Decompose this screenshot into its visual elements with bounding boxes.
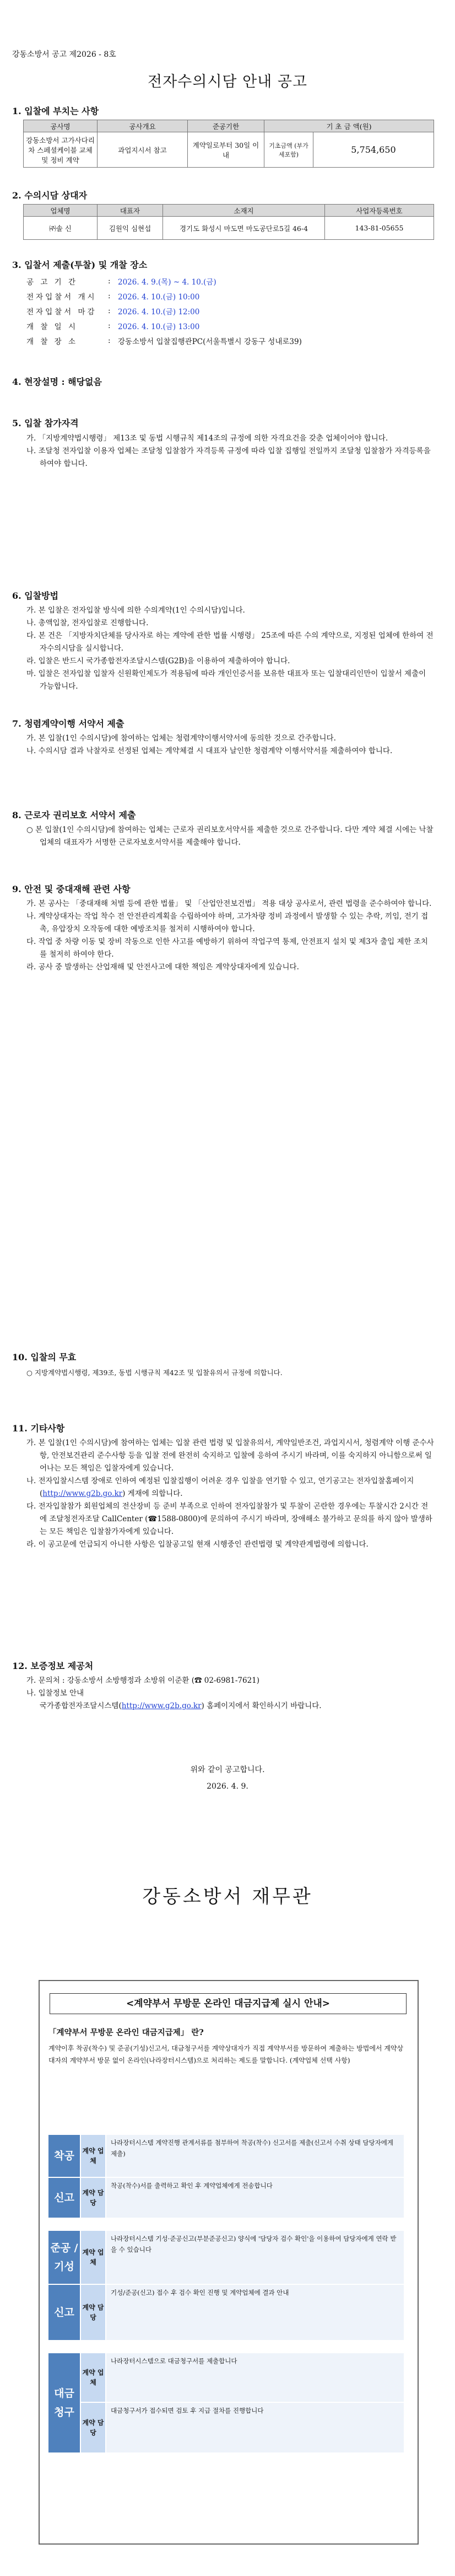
promo-description: 계약이후 착공(착수) 및 준공(기성)신고서, 대금청구서를 계약상대자가 직접 계약부서를 방문하여 제출하는 방법에서 계약상대자의 계약부서 방문 없이 온라인(나라장터시스템)으로 처리하는 제도를 말합니다. (계약업체 선택 사항): [48, 2044, 404, 2064]
band-start-report: 신고: [48, 2178, 80, 2218]
header-cell: 소재지: [163, 205, 325, 217]
table-cell: ㈜솔 신: [24, 217, 98, 240]
section-5-title: 5. 입찰 참가자격: [12, 418, 79, 428]
schedule-label: 전자입찰서 개시: [26, 292, 97, 302]
section-9-title: 9. 안전 및 중대재해 관련 사항: [12, 884, 131, 894]
row-text: 나라장터시스템 계약진행 관계서류를 첨부하여 착공(착수) 신고서를 제출(신고서 수취 상태 담당자에게 제출): [106, 2135, 404, 2177]
header-cell: 공사개요: [98, 120, 188, 132]
closing-date: 2026. 4. 9.: [207, 1782, 248, 1791]
schedule-value: 2026. 4. 10.(금) 10:00: [118, 292, 200, 302]
section-8-title: 8. 근로자 권리보호 서약서 제출: [12, 810, 136, 820]
list-item: 나. 총액입찰, 전자입찰로 진행합니다.: [26, 619, 149, 627]
schedule-label: 전자입찰서 마감: [26, 307, 97, 316]
section-9-body: [26, 898, 434, 974]
section-3-title: 3. 입찰서 제출(투찰) 및 개찰 장소: [12, 260, 148, 270]
list-item: 나. 수의시담 결과 낙찰자로 선정된 업체는 계약체결 시 대표자 날인한 청렴계약 이행서약서를 제출하여야 합니다.: [26, 747, 393, 755]
list-item: 가. 본 공사는 「중대재해 처벌 등에 관한 법률」 및 「산업안전보건법」 적용 대상 공사로서, 관련 법령을 준수하여야 합니다.: [26, 899, 432, 908]
section-1-title: 1. 입찰에 부치는 사항: [12, 106, 99, 116]
list-item: 가. 문의처 : 강동소방서 소방행정과 소방위 이준환 (☎ 02-6981-7621): [26, 1676, 260, 1685]
g2b-link[interactable]: http://www.g2b.go.kr: [121, 1702, 202, 1710]
table-cell: 강동소방서 고가사다리차 스페셜케이블 교체 및 정비 계약: [24, 132, 98, 168]
contractor-table: [23, 204, 434, 240]
schedule-row: 전자입찰서 마감 : 2026. 4. 10.(금) 12:00: [26, 306, 200, 316]
list-item: 다. 작업 중 차량 이동 및 장비 작동으로 인한 사고를 예방하기 위하여 작업구역 통제, 안전표지 설치 및 제3자 출입 제한 조치를 철저히 하여야 한다.: [26, 937, 428, 959]
table-cell: 과업지시서 참고: [98, 132, 188, 168]
list-item: 가. 「지방계약법시행령」 제13조 및 동법 시행규칙 제14조의 규정에 의한 자격요건을 갖춘 업체이어야 합니다.: [26, 434, 388, 443]
section-5-body: [26, 432, 434, 470]
section-10-title: 10. 입찰의 무효: [12, 1352, 77, 1362]
table-cell: 기초금액 (부가세포함): [264, 132, 313, 168]
list-item: 마. 입찰은 전자입찰 입찰자 신원확인제도가 적용됨에 따라 개인인증서를 보유한 대표자 또는 입찰대리인만이 입찰서 제출이 가능합니다.: [26, 669, 426, 691]
list-item: 가. 본 입찰(1인 수의시담)에 참여하는 업체는 청렴계약이행서약서에 동의한 것으로 간주합니다.: [26, 734, 336, 743]
header-cell: 준공기한: [188, 120, 264, 132]
band-completion: 준공 / 기성: [48, 2231, 80, 2284]
section-6-body: [26, 604, 434, 693]
table-cell: 계약일로부터 30일 이내: [188, 132, 264, 168]
section-10-body: [26, 1366, 434, 1379]
row-label: 계약 업체: [81, 2135, 105, 2177]
list-item-text: ) 게재에 의합니다.: [122, 1489, 183, 1498]
page-title: 전자수의시담 안내 공고: [148, 73, 307, 90]
list-item: 라. 입찰은 반드시 국가종합전자조달시스템(G2B)을 이용하여 제출하여야 합니다.: [26, 657, 290, 666]
bid-item-table: [23, 120, 434, 168]
list-item: 나. 계약상대자는 작업 착수 전 안전관리계획을 수립하여야 하며, 고가차량 정비 과정에서 발생할 수 있는 추락, 끼임, 전기 접촉, 유압장치 오작동에 대한 예방조치를 철저히 시행하여야 합니다.: [26, 912, 429, 933]
band-start: 착공: [48, 2135, 80, 2177]
list-item: 나. 조달청 전자입찰 이용자 업체는 조달청 입찰참가 자격등록 규정에 따라 입찰 집행일 전일까지 조달청 입찰참가 자격등록을 하여야 합니다.: [26, 447, 431, 468]
row-label: 계약 담당: [81, 2285, 105, 2340]
g2b-link[interactable]: http://www.g2b.go.kr: [42, 1489, 123, 1498]
schedule-row: 공 고 기 간 : 2026. 4. 9.(목) ~ 4. 10.(금): [26, 276, 216, 287]
row-label: 계약 업체: [81, 2231, 105, 2284]
schedule-row: 개 찰 장 소 : 강동소방서 입찰집행관PC(서울특별시 강동구 성내로39): [26, 336, 302, 346]
list-item: 가. 본 입찰(1인 수의시담)에 참여하는 업체는 입찰 관련 법령 및 입찰유의서, 계약일반조건, 과업지시서, 청렴계약 이행 준수사항, 안전보건관리 준수사항 등을 입찰 전에 완전히 숙지하고 입찰에 응하여 주시기 바라며, 이를 숙지하지 아니함으로써 일어나는 모든 책임은 입찰자에게 있습니다.: [26, 1439, 434, 1473]
list-item: 나. 입찰정보 안내: [26, 1689, 84, 1698]
table-cell: 143-81-05655: [325, 217, 434, 240]
header-cell: 업체명: [24, 205, 98, 217]
table-cell: 경기도 화성시 마도면 마도공단로5길 46-4: [163, 217, 325, 240]
list-item: 라. 공사 중 발생하는 산업재해 및 안전사고에 대한 책임은 계약상대자에게 있습니다.: [26, 963, 299, 972]
header-cell: 공사명: [24, 120, 98, 132]
schedule-row: 개 찰 일 시 : 2026. 4. 10.(금) 13:00: [26, 321, 200, 331]
list-item: [26, 1700, 434, 1713]
schedule-label: 공 고 기 간: [26, 277, 78, 287]
row-text: 대금청구서가 접수되면 검토 후 지급 절차를 진행합니다: [106, 2403, 404, 2452]
list-item: 다. 전자입찰참가 회원업체의 전산장비 등 준비 부족으로 인하여 전자입찰참가 및 투찰이 곤란한 경우에는 투찰시간 2시간 전에 조달청전자조달 CallCenter (☎1588-0800)에 문의하여 주시기 바라며, 장애해소 불가하고 문의를 하지 않아 발생하는 모든 책임은 입찰참가자에게 있습니다.: [26, 1502, 432, 1536]
header-cell: 대표자: [98, 205, 163, 217]
section-7-title: 7. 청렴계약이행 서약서 제출: [12, 718, 124, 729]
promo-question: 「계약부서 무방문 온라인 대금지급제」 란?: [48, 2028, 204, 2037]
section-12-title: 12. 보증정보 제공처: [12, 1661, 94, 1671]
promo-title: <계약부서 무방문 온라인 대금지급제 실시 안내>: [50, 1993, 407, 2014]
closing-text: 위와 같이 공고합니다.: [190, 1765, 265, 1774]
section-7-body: [26, 732, 434, 758]
list-item: ○ 본 입찰(1인 수의시담)에 참여하는 업체는 근로자 권리보호서약서를 제출한 것으로 간주합니다. 다만 계약 체결 시에는 낙찰업체의 대표자가 서명한 근로자보호서약서를 제출해야 합니다.: [26, 825, 434, 847]
band-payment: 대금 청구: [48, 2353, 80, 2452]
list-item-text: ) 홈페이지에서 확인하시기 바랍니다.: [201, 1702, 322, 1710]
band-completion-report: 신고: [48, 2285, 80, 2340]
list-item-text: 국가종합전자조달시스템(: [40, 1702, 122, 1710]
row-label: 계약 업체: [81, 2353, 105, 2402]
header-cell: 사업자등록번호: [325, 205, 434, 217]
schedule-value: 2026. 4. 10.(금) 12:00: [118, 307, 200, 316]
row-label: 계약 담당: [81, 2403, 105, 2452]
schedule-value: 2026. 4. 9.(목) ~ 4. 10.(금): [118, 277, 216, 287]
section-4-title: 4. 현장설명 : 해당없음: [12, 377, 102, 387]
list-item: 라. 이 공고문에 언급되지 아니한 사항은 입찰공고일 현재 시행중인 관련법령 및 계약관계법령에 의합니다.: [26, 1540, 369, 1549]
schedule-value: 2026. 4. 10.(금) 13:00: [118, 322, 200, 331]
notice-number: 강동소방서 공고 제2026 - 8호: [12, 50, 116, 59]
list-item: 다. 본 건은 「지방자치단체를 당사자로 하는 계약에 관한 법률 시행령」 25조에 따른 수의 계약으로, 지정된 업체에 한하여 전자수의시담을 실시합니다.: [26, 631, 434, 653]
schedule-label: 개 찰 장 소: [26, 337, 78, 346]
row-text: 착공(착수)서를 출력하고 확인 후 계약업체에게 전송합니다: [106, 2178, 404, 2218]
row-text: 나라장터시스템 기성·준공신고(부분준공신고) 양식에 '담당자 검수 확인'을 이용하여 담당자에게 연락 받을 수 있습니다: [106, 2231, 404, 2284]
section-2-title: 2. 수의시담 상대자: [12, 190, 88, 201]
schedule-value: 강동소방서 입찰집행관PC(서울특별시 강동구 성내로39): [118, 337, 302, 346]
section-8-body: [26, 824, 434, 849]
header-cell: 기 초 금 액(원): [264, 120, 434, 132]
row-text: 나라장터시스템으로 대금청구서를 제출합니다: [106, 2353, 404, 2402]
schedule-label: 개 찰 일 시: [26, 322, 78, 331]
section-6-title: 6. 입찰방법: [12, 591, 59, 601]
amount-cell: 5,754,650: [313, 132, 434, 168]
table-cell: 김원익 심현섭: [98, 217, 163, 240]
schedule-row: 전자입찰서 개시 : 2026. 4. 10.(금) 10:00: [26, 291, 200, 302]
signer-name: 강동소방서 재무관: [142, 1886, 313, 1908]
section-12-body: [26, 1675, 434, 1713]
list-item: ○ 지방계약법시행령, 제39조, 동법 시행규칙 제42조 및 입찰유의서 규정에 의합니다.: [26, 1368, 283, 1377]
list-item: [26, 1475, 434, 1500]
row-label: 계약 담당: [81, 2178, 105, 2218]
list-item: 가. 본 입찰은 전자입찰 방식에 의한 수의계약(1인 수의시담)입니다.: [26, 606, 245, 615]
section-11-title: 11. 기타사항: [12, 1423, 65, 1434]
list-item-text: 나. 전자입찰시스템 장애로 인하여 예정된 입찰집행이 어려운 경우 입찰을 연기할 수 있고, 연기공고는 전자입찰홈페이지(: [26, 1477, 414, 1498]
row-text: 기성/준공(신고) 접수 후 검수 확인 진행 및 계약업체에 결과 안내: [106, 2285, 404, 2340]
section-11-body: [26, 1437, 434, 1551]
